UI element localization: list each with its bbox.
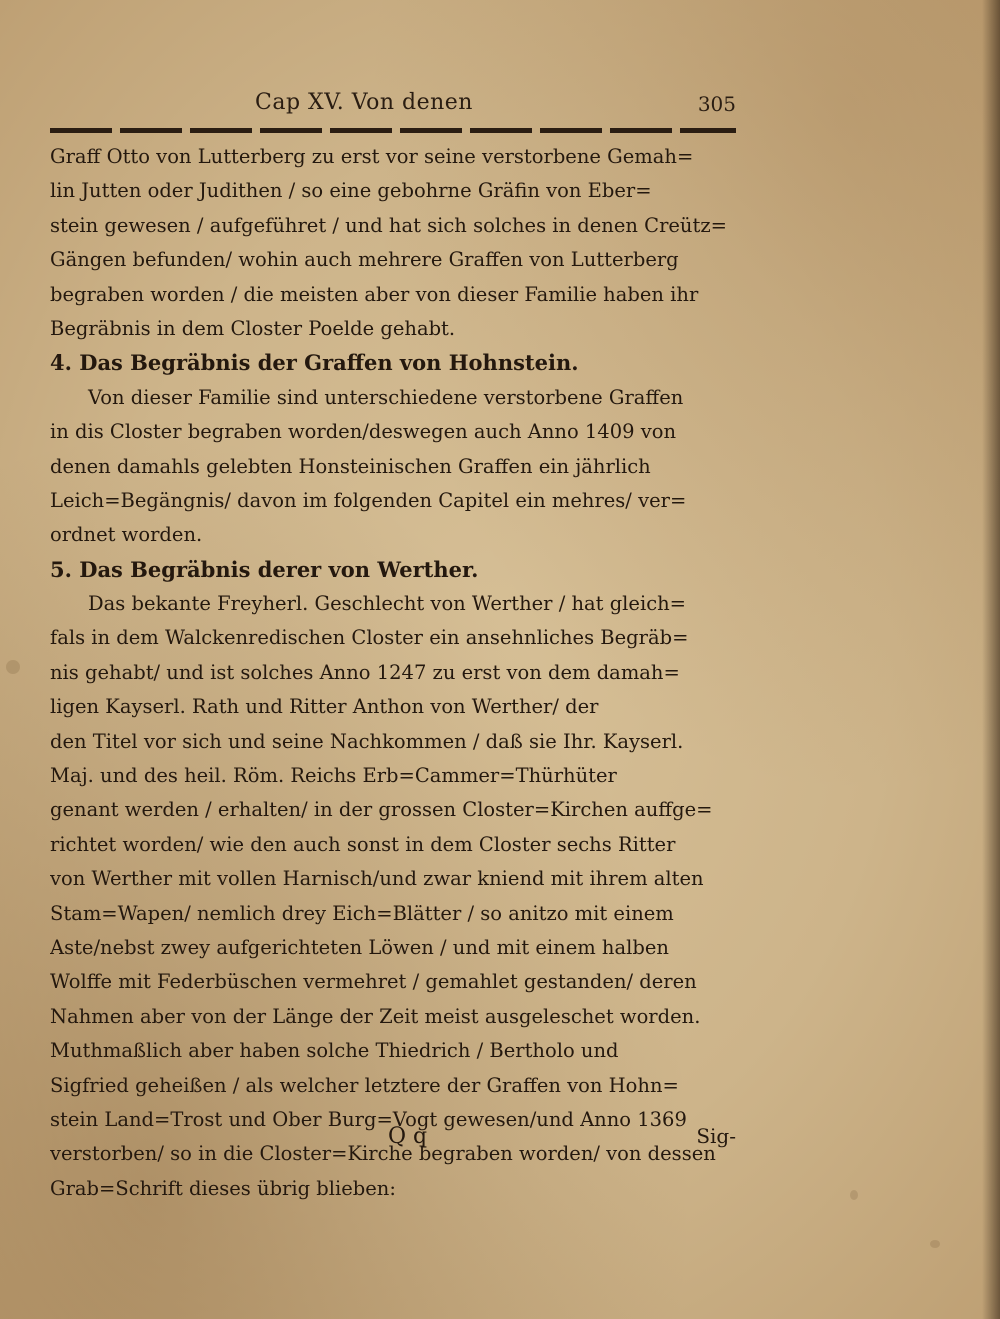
text-line: richtet worden/ wie den auch sonst in dem Closter sechs Ritter (50, 832, 676, 856)
running-header (50, 88, 736, 124)
text-line: ligen Kayserl. Rath und Ritter Anthon von Werther/ der (50, 695, 599, 719)
paper-stain (850, 1190, 858, 1200)
text-line: Muthmaßlich aber haben solche Thiedrich / Bertholo und (50, 1039, 619, 1063)
section-heading: 5. Das Begräbnis derer von Werther. (50, 556, 479, 582)
section-heading: 4. Das Begräbnis der Graffen von Hohnstein. (50, 350, 579, 376)
text-line: stein gewesen / aufgeführet / und hat sich solches in denen Creütz= (50, 213, 727, 237)
text-line: Graff Otto von Lutterberg zu erst vor seine verstorbene Gemah= (50, 145, 694, 168)
catchword: Sig- (696, 1124, 736, 1148)
text-line: lin Jutten oder Judithen / so eine gebohrne Gräfin von Eber= (50, 179, 652, 203)
text-line: ordnet worden. (50, 523, 203, 547)
body-text (50, 140, 740, 1206)
text-line: fals in dem Walckenredischen Closter ein ansehnliches Begräb= (50, 626, 689, 650)
page-edge-shadow (982, 0, 1000, 1319)
text-line: Begräbnis in dem Closter Poelde gehabt. (50, 316, 456, 340)
text-line: in dis Closter begraben worden/deswegen auch Anno 1409 von (50, 420, 677, 444)
text-line: nis gehabt/ und ist solches Anno 1247 zu erst von dem damah= (50, 660, 680, 684)
page-number: 305 (697, 92, 736, 116)
text-line: Sigfried geheißen / als welcher letztere der Graffen von Hohn= (50, 1073, 679, 1097)
text-line: genant werden / erhalten/ in der grossen Closter=Kirchen auffge= (50, 798, 713, 822)
text-line: Aste/nebst zwey aufgerichteten Löwen / und mit einem halben (50, 935, 669, 959)
paper-stain (930, 1240, 940, 1248)
text-line: von Werther mit vollen Harnisch/und zwar kniend mit ihrem alten (50, 867, 704, 891)
text-line: Nahmen aber von der Länge der Zeit meist ausgeleschet worden. (50, 1004, 701, 1028)
text-line: stein Land=Trost und Ober Burg=Vogt gewesen/und Anno 1369 (50, 1107, 687, 1131)
text-line: Grab=Schrift dieses übrig blieben: (50, 1176, 396, 1200)
text-line: Stam=Wapen/ nemlich drey Eich=Blätter / so anitzo mit einem (50, 901, 674, 925)
text-line: denen damahls gelebten Honsteinischen Graffen ein jährlich (50, 454, 651, 478)
text-line: verstorben/ so in die Closter=Kirche begraben worden/ von dessen (50, 1142, 716, 1166)
text-line: Leich=Begängnis/ davon im folgenden Capitel ein mehres/ ver= (50, 488, 687, 512)
text-line: Gängen befunden/ wohin auch mehrere Graffen von Lutterberg (50, 248, 679, 272)
running-title: Cap XV. Von denen (255, 90, 473, 115)
text-line: Von dieser Familie sind unterschiedene verstorbene Graffen (88, 385, 684, 409)
header-rule (50, 128, 736, 133)
text-line: den Titel vor sich und seine Nachkommen / daß sie Ihr. Kayserl. (50, 729, 684, 753)
text-line: begraben worden / die meisten aber von dieser Familie haben ihr (50, 282, 699, 306)
text-line: Das bekante Freyherl. Geschlecht von Werther / hat gleich= (88, 592, 687, 616)
paper-stain (6, 660, 20, 674)
page-footer (50, 1124, 736, 1160)
text-line: Maj. und des heil. Röm. Reichs Erb=Cammer=Thürhüter (50, 764, 617, 788)
signature-mark: Q q (388, 1124, 428, 1149)
text-line: Wolffe mit Federbüschen vermehret / gemahlet gestanden/ deren (50, 970, 697, 994)
